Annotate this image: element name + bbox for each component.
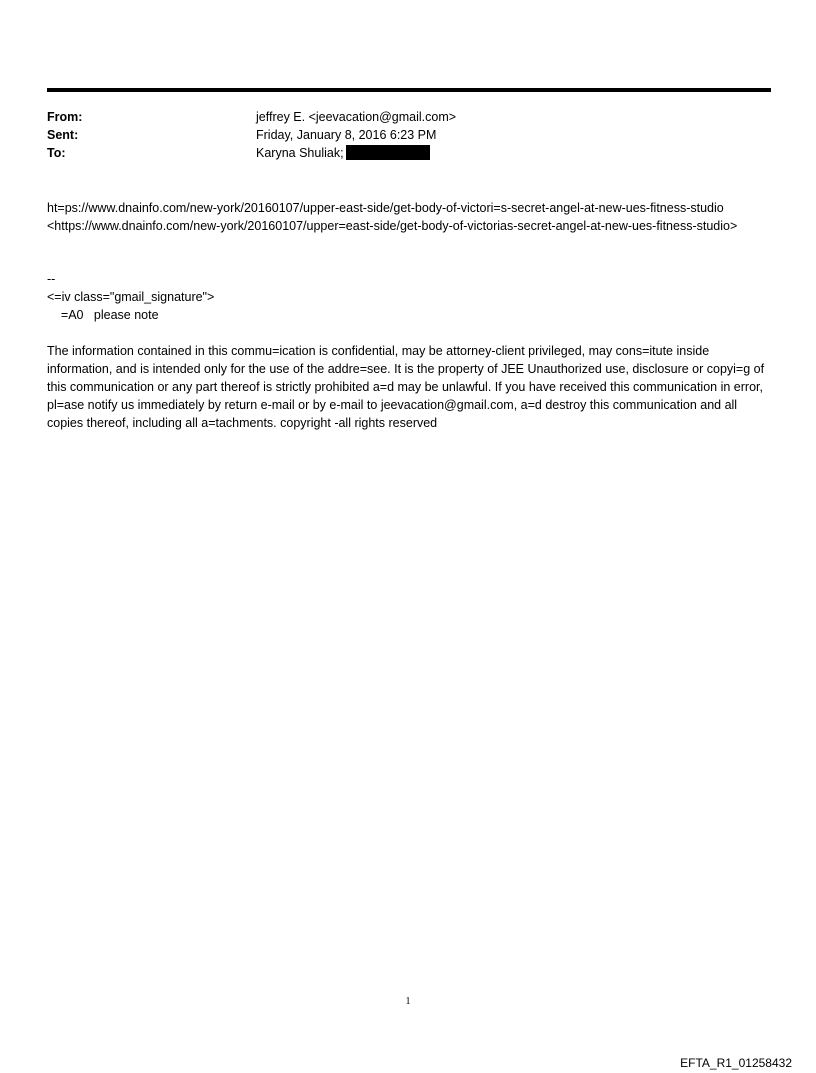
sent-row [47,126,771,144]
article-link-text: ht=ps://www.dnainfo.com/new-york/20160107/upper-east-side/get-body-of-victori=s-secret-angel-at-new-ues-fitness-studio <https://www.dnainfo.com/new-york/20160107/upper=east-side/get-body-of-victorias-secret-angel-at-new-ues-fitness-studio> [47,201,738,233]
sent-label: Sent: [47,128,79,142]
from-value: jeffrey E. <jeevacation@gmail.com> [256,110,457,124]
from-row [47,108,771,126]
confidentiality-disclaimer: The information contained in this commu=ication is confidential, may be attorney-client privileged, may cons=itute inside information, and is intended only for the use of the addre=see. It is the property of JEE Unauthorized use, disclosure or copyi=g of this communication or any part thereof is strictly prohibited a=d may be unlawful. If you have received this communication in error, pl=ase notify us immediately by return e-mail or by e-mail to jeevacation@gmail.com, a=d destroy this communication and all copies thereof, including all a=tachments. copyright -all rights reserved [47,344,768,430]
from-label: From: [47,110,83,124]
to-row [47,144,771,162]
page-number: 1 [405,996,411,1007]
sent-value: Friday, January 8, 2016 6:23 PM [256,128,437,142]
redaction-box [346,145,430,160]
to-value: Karyna Shuliak; [256,146,344,160]
email-header [47,108,771,162]
header-divider [47,88,771,92]
document-id-stamp: EFTA_R1_01258432 [680,1056,792,1070]
to-label: To: [47,146,66,160]
signature-block: -- <=iv class="gmail_signature"> =A0 please note [47,272,215,322]
to-value-container [256,144,771,162]
